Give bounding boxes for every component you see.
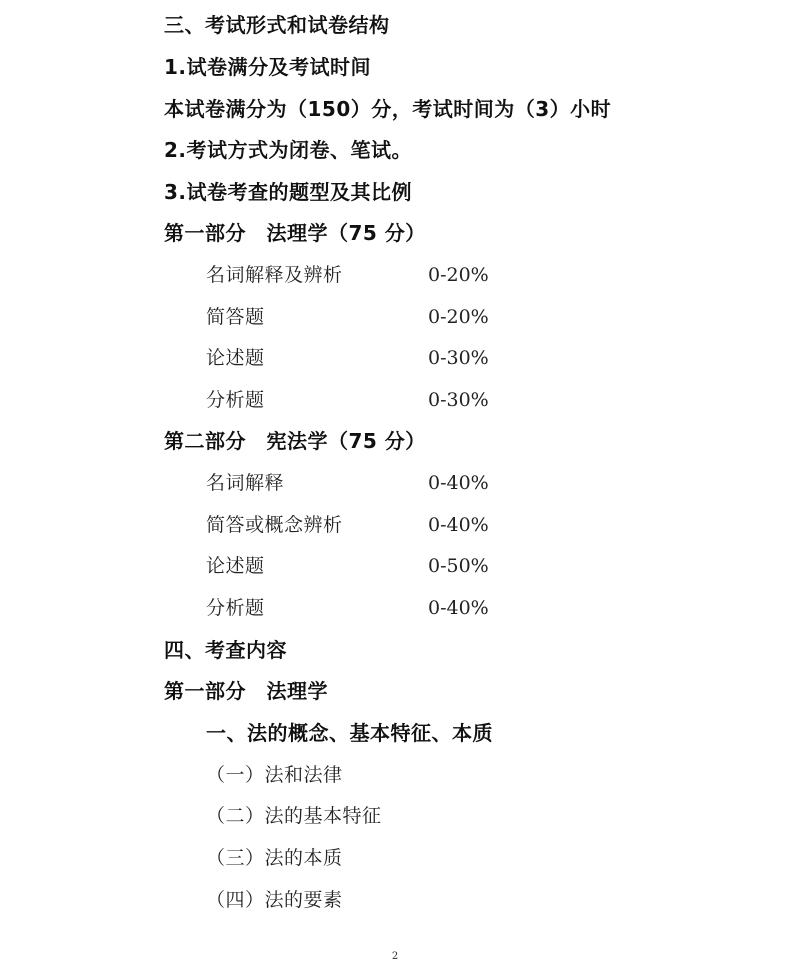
part2-row-type: 分析题 <box>206 597 265 619</box>
section4-part1-title: 第一部分 法理学 <box>164 679 328 703</box>
part1-row-ratio: 0-30% <box>428 347 489 369</box>
part2-constitutional-law-title: 第二部分 宪法学（75 分） <box>164 429 426 453</box>
part2-row-type: 名词解释 <box>206 472 285 494</box>
chapter1-title: 一、法的概念、基本特征、本质 <box>206 721 493 745</box>
exam-score-time-body: 本试卷满分为（150）分，考试时间为（3）小时 <box>164 97 612 121</box>
part2-row-ratio: 0-40% <box>428 514 489 536</box>
chapter1-subitem: （四）法的要素 <box>206 889 343 911</box>
section-4-heading: 四、考查内容 <box>164 638 287 662</box>
exam-method: 2.考试方式为闭卷、笔试。 <box>164 138 413 162</box>
part2-row-type: 简答或概念辨析 <box>206 514 343 536</box>
page-number: 2 <box>391 951 399 962</box>
part1-row-type: 分析题 <box>206 389 265 411</box>
chapter1-subitem: （三）法的本质 <box>206 847 343 869</box>
section-3-heading: 三、考试形式和试卷结构 <box>164 13 390 37</box>
chapter1-subitem: （一）法和法律 <box>206 764 343 786</box>
part1-row-ratio: 0-20% <box>428 264 489 286</box>
part1-row-type: 简答题 <box>206 306 265 328</box>
part1-row-ratio: 0-20% <box>428 306 489 328</box>
exam-score-time-title: 1.试卷满分及考试时间 <box>164 55 372 79</box>
part2-row-ratio: 0-50% <box>428 555 489 577</box>
part1-row-ratio: 0-30% <box>428 389 489 411</box>
part1-jurisprudence-title: 第一部分 法理学（75 分） <box>164 221 426 245</box>
part1-row-type: 名词解释及辨析 <box>206 264 343 286</box>
part2-row-type: 论述题 <box>206 555 265 577</box>
question-types-title: 3.试卷考查的题型及其比例 <box>164 180 413 204</box>
part2-row-ratio: 0-40% <box>428 597 489 619</box>
part2-row-ratio: 0-40% <box>428 472 489 494</box>
part1-row-type: 论述题 <box>206 347 265 369</box>
chapter1-subitem: （二）法的基本特征 <box>206 805 382 827</box>
